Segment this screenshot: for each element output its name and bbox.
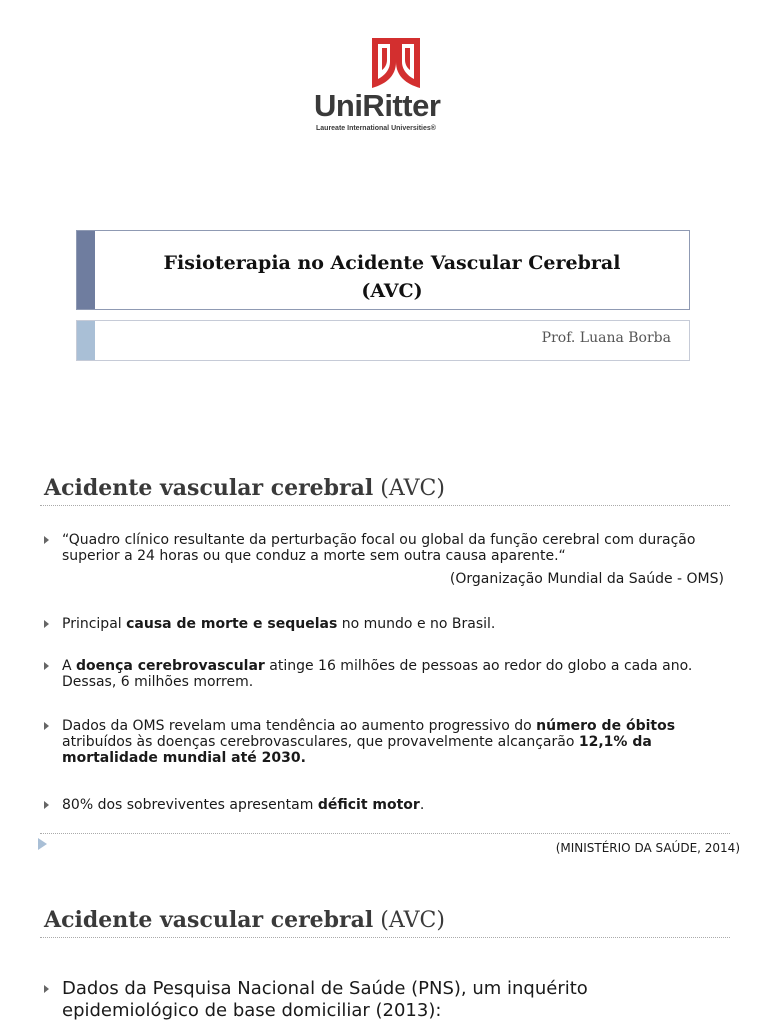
uniritter-logo <box>306 30 486 144</box>
bullet-run: atribuídos às doenças cerebrovasculares, que provavelmente alcançarão <box>62 734 579 750</box>
bullet-text <box>62 978 724 1022</box>
bullet-run: Dados da Pesquisa Nacional de Saúde (PNS), um inquérito epidemiológico de base domiciliar (2013): <box>62 978 588 1021</box>
slide-heading <box>44 907 445 933</box>
bullet-text <box>62 718 724 766</box>
bullet-arrow-icon <box>44 801 49 809</box>
uniritter-logo-mark-icon <box>366 36 426 92</box>
presentation-title <box>95 249 689 305</box>
bullet-text <box>62 616 724 632</box>
title-slide <box>0 0 768 440</box>
bullet-run: A <box>62 658 77 674</box>
bullet-emphasis: doença cerebrovascular <box>76 658 265 674</box>
bullet-text <box>62 658 724 690</box>
heading-divider <box>40 937 730 938</box>
bullet-item <box>44 718 724 766</box>
bullet-item <box>44 616 724 632</box>
bullet-run: . <box>419 797 425 813</box>
heading-bold-text: Acidente vascular cerebral <box>44 907 374 933</box>
bullet-item <box>44 978 724 1022</box>
bullet-arrow-icon <box>44 620 49 628</box>
bullet-text <box>62 797 724 813</box>
title-accent-bar <box>77 231 95 309</box>
bullet-emphasis: déficit motor <box>317 797 420 813</box>
content-slide-pns-data <box>0 880 768 1024</box>
bullet-run: “Quadro clínico resultante da perturbação focal ou global da função cerebral com duração superior a 24 horas ou que conduz a morte sem outra causa aparente.“ <box>62 532 696 564</box>
bullet-text <box>62 532 724 564</box>
bullet-emphasis: número de óbitos <box>536 718 676 734</box>
footer-divider <box>40 833 730 834</box>
bullet-run: Dados da OMS revelam uma tendência ao aumento progressivo do <box>62 718 537 734</box>
bullet-arrow-icon <box>44 985 49 993</box>
bullet-item <box>44 658 724 690</box>
bullet-run: Principal <box>62 616 127 632</box>
bullet-arrow-icon <box>44 662 49 670</box>
title-line-2: (AVC) <box>361 280 423 302</box>
bullet-arrow-icon <box>44 536 49 544</box>
heading-bold-text: Acidente vascular cerebral <box>44 475 374 501</box>
bullet-run: 80% dos sobreviventes apresentam <box>62 797 318 813</box>
logo-wordmark: UniRitter <box>314 88 441 123</box>
footer-arrow-icon <box>38 838 47 850</box>
subtitle-box <box>76 320 690 361</box>
bullet-emphasis: causa de morte e sequelas <box>126 616 338 632</box>
slide-heading <box>44 475 445 501</box>
content-slide-avc-definition <box>0 440 768 880</box>
bullet-run: atinge 16 milhões de pessoas ao redor do globo a cada ano. Dessas, 6 milhões morrem. <box>62 658 693 690</box>
citation: (MINISTÉRIO DA SAÚDE, 2014) <box>555 841 740 855</box>
bullet-emphasis: 12,1% da mortalidade mundial até 2030. <box>62 734 652 766</box>
bullet-item <box>44 797 724 813</box>
quote-source: (Organização Mundial da Saúde - OMS) <box>449 571 724 587</box>
bullet-run: no mundo e no Brasil. <box>337 616 496 632</box>
subtitle-accent-bar <box>77 321 95 360</box>
heading-normal-text: (AVC) <box>380 908 445 933</box>
bullet-arrow-icon <box>44 722 49 730</box>
title-line-1: Fisioterapia no Acidente Vascular Cerebral <box>163 252 621 274</box>
heading-divider <box>40 505 730 506</box>
title-box <box>76 230 690 310</box>
heading-normal-text: (AVC) <box>380 476 445 501</box>
author-name: Prof. Luana Borba <box>541 330 671 346</box>
bullet-item <box>44 532 724 564</box>
logo-tagline: Laureate International Universities® <box>316 125 436 132</box>
